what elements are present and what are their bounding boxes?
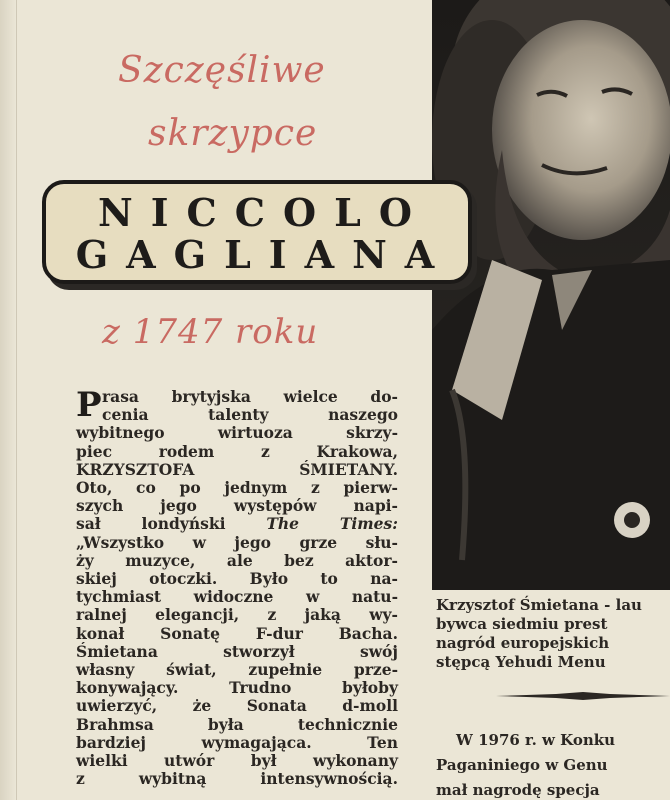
headline-banner bbox=[42, 180, 472, 284]
article-line: „Wszystko w jego grze słu- bbox=[76, 532, 398, 552]
headline-script-top-1: Szczęśliwe bbox=[118, 50, 326, 91]
article-line: konał Sonatę F-dur Bacha. bbox=[76, 623, 398, 643]
page-gutter bbox=[0, 0, 17, 800]
article-line: skiej otoczki. Było to na- bbox=[76, 569, 398, 589]
headline-banner-line-1: NICCOLO bbox=[98, 190, 430, 235]
article-line: wybitnego wirtuoza skrzy- bbox=[76, 423, 398, 443]
article-line: z wybitną intensywnością. bbox=[76, 769, 398, 789]
article-line: ralnej elegancji, z jaką wy- bbox=[76, 605, 398, 625]
caption-line: stępcą Yehudi Menu bbox=[436, 653, 606, 671]
article-line: Brahmsa była technicznie bbox=[76, 714, 398, 734]
caption-line: Krzysztof Śmietana - lau bbox=[436, 596, 642, 614]
photo-caption bbox=[436, 596, 670, 672]
article-line: bardziej wymagająca. Ten bbox=[76, 732, 398, 752]
column-line: Paganiniego w Genu bbox=[436, 756, 608, 774]
article-line-with-title bbox=[76, 515, 398, 533]
article-dropcap: P bbox=[76, 385, 102, 425]
headline-script-top-2: skrzypce bbox=[148, 113, 318, 154]
column-line: mał nagrodę specja bbox=[436, 781, 600, 799]
portrait-photo bbox=[432, 0, 670, 590]
article-line: piec rodem z Krakowa, bbox=[76, 441, 398, 461]
headline-banner-line-2: GAGLIANA bbox=[75, 232, 453, 277]
article-line: cenia talenty naszego bbox=[102, 405, 398, 425]
article-line: rasa brytyjska wielce do- bbox=[102, 387, 398, 406]
article-line-text: sał londyński bbox=[76, 514, 267, 534]
caption-line: bywca siedmiu prest bbox=[436, 615, 608, 633]
newspaper-name: The Times: bbox=[266, 514, 398, 534]
article-line: szych jego występów napi- bbox=[76, 496, 398, 516]
article-line: Oto, co po jednym z pierw- bbox=[76, 478, 398, 498]
decorative-divider bbox=[496, 692, 670, 700]
article-line: ży muzyce, ale bez aktor- bbox=[76, 550, 398, 570]
column-line: W 1976 r. w Konku bbox=[456, 731, 616, 749]
portrait-illustration bbox=[432, 0, 670, 590]
article-line: KRZYSZTOFA ŚMIETANY. bbox=[76, 459, 398, 479]
article-line: wielki utwór był wykonany bbox=[76, 751, 398, 771]
article-line: uwierzyć, że Sonata d-moll bbox=[76, 696, 398, 716]
article-line: konywający. Trudno byłoby bbox=[76, 678, 398, 698]
article-line: Śmietana stworzył swój bbox=[76, 641, 398, 661]
article-line: tychmiast widoczne w natu- bbox=[76, 587, 398, 607]
article-body bbox=[76, 385, 398, 789]
caption-line: nagród europejskich bbox=[436, 634, 610, 652]
second-column bbox=[436, 728, 670, 800]
headline-script-bottom: z 1747 roku bbox=[102, 312, 319, 352]
article-line: własny świat, zupełnie prze- bbox=[76, 660, 398, 680]
